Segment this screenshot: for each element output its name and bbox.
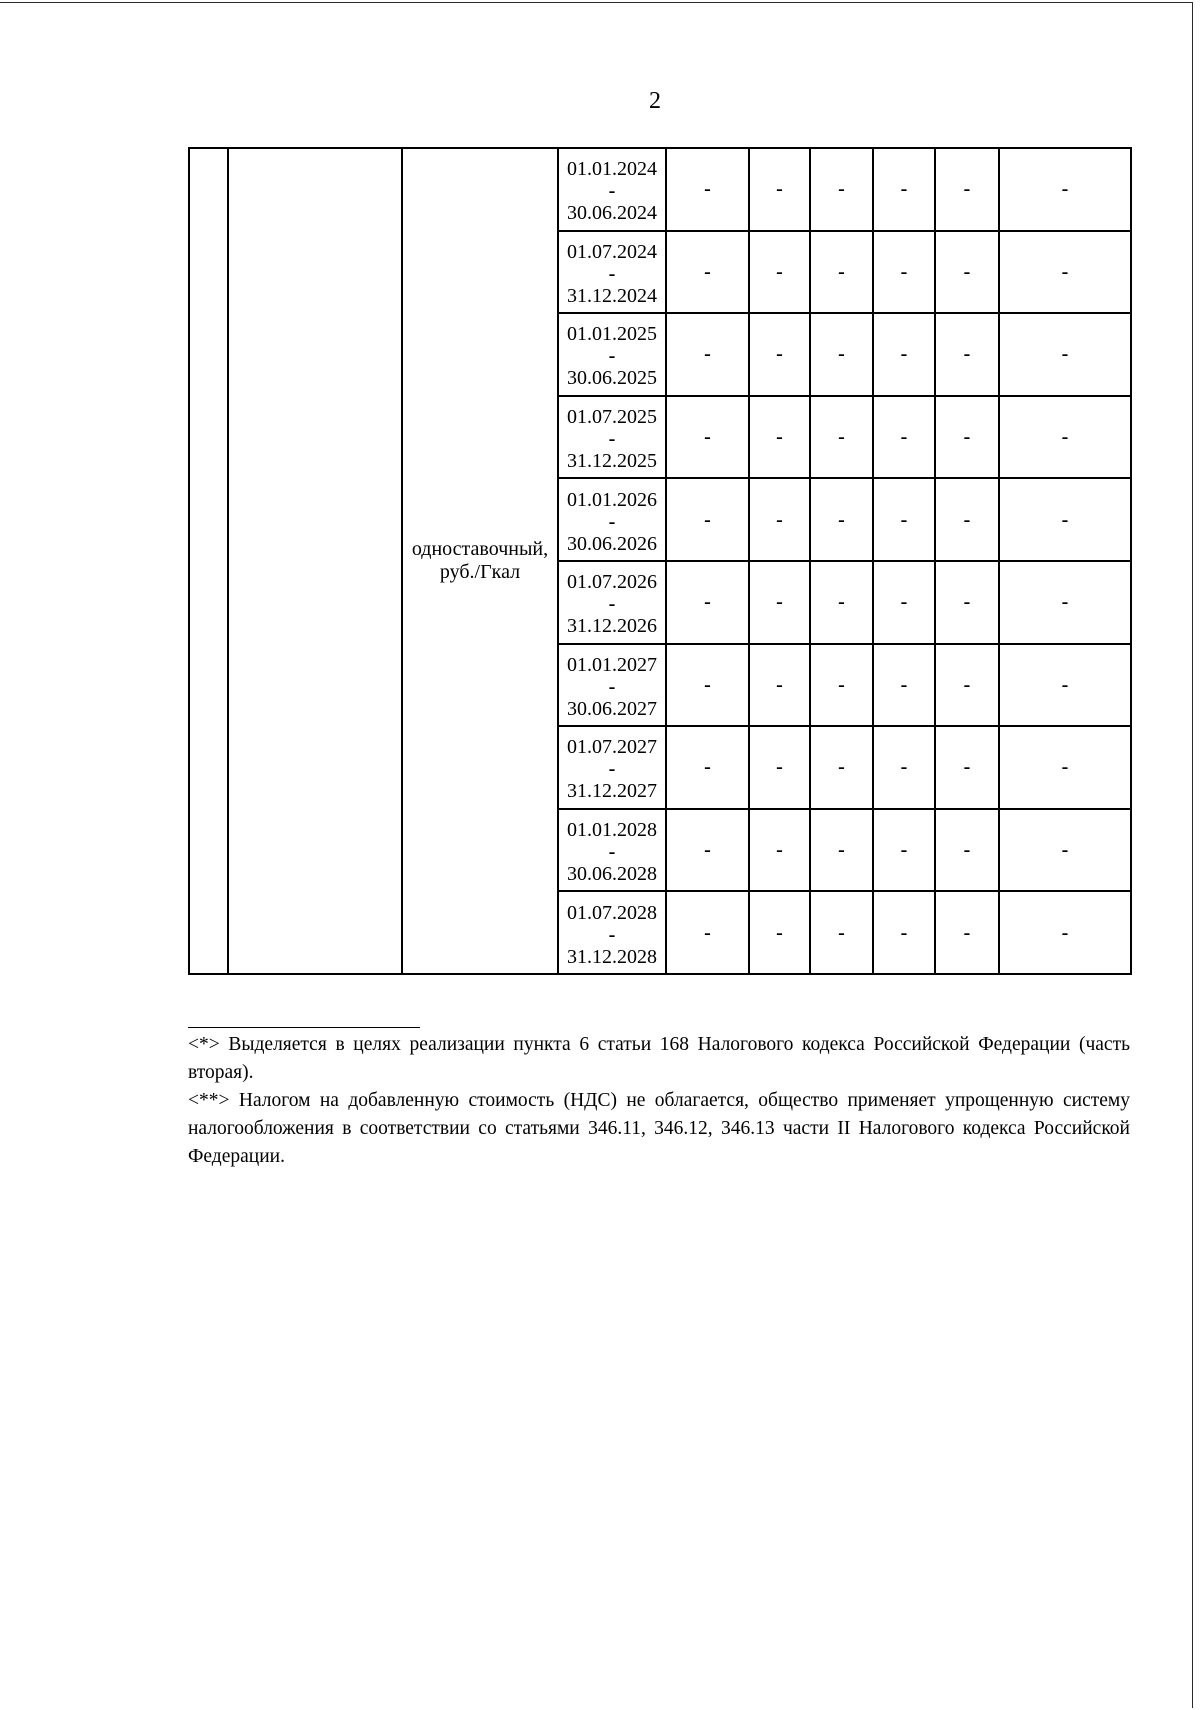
value-cell: - (749, 231, 810, 314)
period-separator: - (608, 841, 616, 864)
period-cell (558, 809, 666, 892)
value-cell: - (749, 644, 810, 727)
period-cell (558, 561, 666, 644)
value-cell: - (999, 561, 1131, 644)
value-cell: - (873, 809, 935, 892)
value-cell: - (666, 313, 749, 396)
value-cell: - (810, 478, 873, 561)
value-cell: - (999, 726, 1131, 809)
period-start: 01.07.2025 (567, 406, 657, 429)
value-cell: - (749, 478, 810, 561)
value-cell: - (810, 313, 873, 396)
period-end: 31.12.2026 (567, 615, 657, 638)
value-cell: - (810, 809, 873, 892)
value-cell: - (749, 396, 810, 479)
period-separator: - (608, 345, 616, 368)
footnote-line: <*> Выделяется в целях реализации пункта 6 статьи 168 Налогового кодекса Российской Федерации (часть (188, 1034, 1130, 1055)
period-end: 30.06.2026 (567, 532, 657, 555)
value-cell: - (873, 478, 935, 561)
value-cell: - (873, 891, 935, 974)
period-end: 30.06.2025 (567, 367, 657, 390)
row-number-cell (189, 148, 228, 974)
value-cell: - (749, 726, 810, 809)
value-cell: - (873, 561, 935, 644)
value-cell: - (810, 396, 873, 479)
value-cell: - (810, 561, 873, 644)
value-cell: - (873, 396, 935, 479)
period-separator: - (608, 510, 616, 533)
period-start: 01.07.2026 (567, 571, 657, 594)
value-cell: - (935, 809, 999, 892)
period-start: 01.01.2028 (567, 819, 657, 842)
period-end: 31.12.2027 (567, 780, 657, 803)
value-cell: - (999, 809, 1131, 892)
period-cell (558, 726, 666, 809)
value-cell: - (749, 809, 810, 892)
value-cell: - (810, 726, 873, 809)
tariff-unit-cell (402, 148, 558, 974)
footnote-line: Федерации. (188, 1146, 285, 1167)
period-separator: - (608, 923, 616, 946)
footnote-line: <**> Налогом на добавленную стоимость (НДС) не облагается, общество применяет упрощенную систему (188, 1090, 1130, 1111)
period-separator: - (608, 758, 616, 781)
tariff-unit-label: одноставочный, руб./Гкал (411, 537, 549, 583)
footnote (188, 1031, 1130, 1087)
period-end: 30.06.2028 (567, 863, 657, 886)
page-number: 2 (649, 88, 661, 114)
footnote-line: вторая). (188, 1062, 254, 1083)
scan-edge-right (1192, 2, 1193, 1708)
period-start: 01.01.2027 (567, 653, 657, 676)
footnote (188, 1087, 1130, 1171)
value-cell: - (935, 396, 999, 479)
period-start: 01.01.2024 (567, 158, 657, 181)
value-cell: - (935, 726, 999, 809)
value-cell: - (873, 313, 935, 396)
value-cell: - (666, 478, 749, 561)
period-start: 01.01.2026 (567, 488, 657, 511)
value-cell: - (810, 231, 873, 314)
value-cell: - (666, 726, 749, 809)
period-start: 01.01.2025 (567, 323, 657, 346)
value-cell: - (935, 148, 999, 231)
value-cell: - (935, 313, 999, 396)
period-separator: - (608, 675, 616, 698)
table-row (189, 148, 1131, 231)
value-cell: - (935, 644, 999, 727)
period-start: 01.07.2027 (567, 736, 657, 759)
period-start: 01.07.2024 (567, 240, 657, 263)
footnote-separator (188, 1027, 420, 1028)
tariff-table-body (189, 148, 1131, 974)
value-cell: - (873, 644, 935, 727)
value-cell: - (999, 396, 1131, 479)
value-cell: - (999, 478, 1131, 561)
value-cell: - (666, 561, 749, 644)
period-end: 31.12.2024 (567, 284, 657, 307)
period-separator: - (608, 262, 616, 285)
value-cell: - (935, 231, 999, 314)
value-cell: - (810, 644, 873, 727)
value-cell: - (666, 809, 749, 892)
footnotes (188, 1031, 1130, 1171)
value-cell: - (749, 148, 810, 231)
period-end: 30.06.2027 (567, 697, 657, 720)
value-cell: - (999, 644, 1131, 727)
value-cell: - (749, 891, 810, 974)
period-end: 30.06.2024 (567, 202, 657, 225)
value-cell: - (666, 148, 749, 231)
value-cell: - (666, 891, 749, 974)
tariff-table (188, 147, 1132, 975)
period-separator: - (608, 593, 616, 616)
period-cell (558, 644, 666, 727)
value-cell: - (999, 313, 1131, 396)
period-cell (558, 148, 666, 231)
value-cell: - (666, 644, 749, 727)
value-cell: - (810, 891, 873, 974)
scan-edge-top (0, 2, 1193, 3)
value-cell: - (935, 891, 999, 974)
period-end: 31.12.2028 (567, 945, 657, 968)
value-cell: - (873, 148, 935, 231)
value-cell: - (749, 561, 810, 644)
period-cell (558, 396, 666, 479)
value-cell: - (935, 561, 999, 644)
value-cell: - (666, 231, 749, 314)
footnote-line: налогообложения в соответствии со статьями 346.11, 346.12, 346.13 части II Налогового кодекса Российской (188, 1118, 1130, 1139)
period-cell (558, 478, 666, 561)
value-cell: - (873, 726, 935, 809)
period-cell (558, 231, 666, 314)
period-separator: - (608, 428, 616, 451)
value-cell: - (999, 148, 1131, 231)
service-name-cell (228, 148, 402, 974)
value-cell: - (749, 313, 810, 396)
value-cell: - (999, 891, 1131, 974)
period-cell (558, 313, 666, 396)
value-cell: - (810, 148, 873, 231)
period-end: 31.12.2025 (567, 450, 657, 473)
value-cell: - (999, 231, 1131, 314)
value-cell: - (935, 478, 999, 561)
value-cell: - (666, 396, 749, 479)
period-start: 01.07.2028 (567, 901, 657, 924)
period-separator: - (608, 180, 616, 203)
value-cell: - (873, 231, 935, 314)
period-cell (558, 891, 666, 974)
